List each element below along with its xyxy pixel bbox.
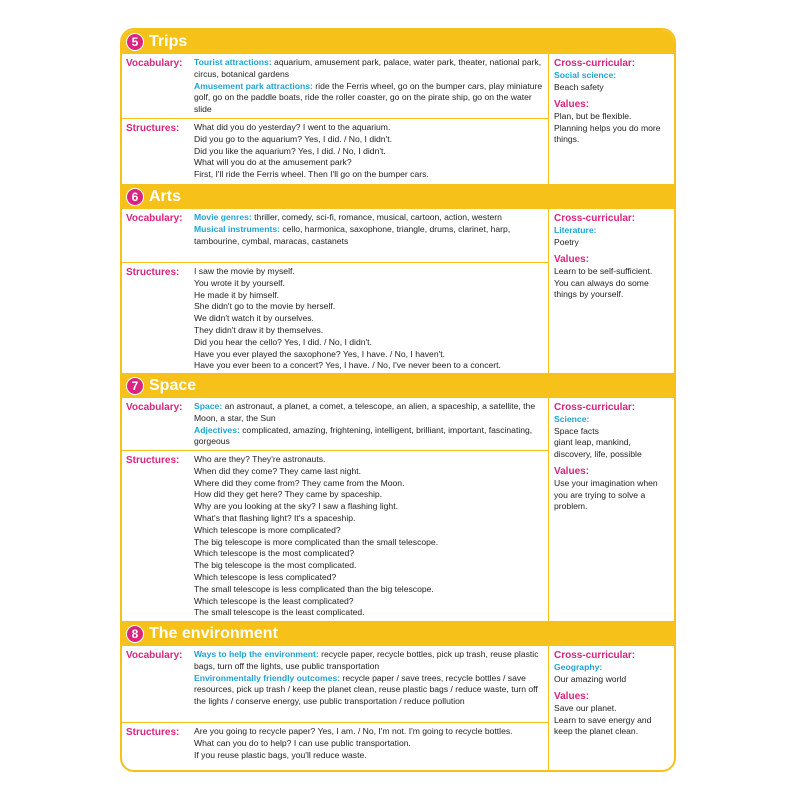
vocab-category: Environmentally friendly outcomes: <box>194 672 341 683</box>
structure-line: They didn't draw it by themselves. <box>194 324 324 335</box>
left-column <box>122 398 548 621</box>
cross-curricular-heading: Cross-curricular: <box>554 402 636 413</box>
right-column <box>548 209 674 373</box>
vocab-items: recycle paper / save trees, recycle bottles / save resources, pick up trash / keep the planet clean, reuse plastic bags / reduce waste, turn off the lights / conserve energy, use public transportation / reduce pollution <box>194 672 538 707</box>
vocab-category: Amusement park attractions: <box>194 80 313 91</box>
cross-curricular-topic: Space facts <box>554 425 599 436</box>
cross-curricular-topic: Our amazing world <box>554 673 627 684</box>
vocab-category: Movie genres: <box>194 212 252 222</box>
structures-label: Structures: <box>126 455 180 466</box>
unit-number-badge: 6 <box>126 188 144 206</box>
structure-line: The small telescope is the least complicated. <box>194 607 365 618</box>
vocabulary-content <box>194 54 548 118</box>
section-title: The environment <box>149 625 278 642</box>
structure-line: Are you going to recycle paper? Yes, I am. / No, I'm not. I'm going to recycle bottles. <box>194 726 513 736</box>
values-line: Use your imagination when you are trying to solve a problem. <box>554 478 658 511</box>
cross-curricular-topic: Poetry <box>554 236 579 247</box>
vocabulary-label: Vocabulary: <box>126 58 183 69</box>
vocabulary-content <box>194 209 548 262</box>
vocabulary-content <box>194 646 548 722</box>
values-heading: Values: <box>554 466 590 477</box>
structures-content <box>194 263 548 375</box>
section-body <box>122 646 674 772</box>
cross-curricular-heading: Cross-curricular: <box>554 650 636 661</box>
structure-line: Which telescope is less complicated? <box>194 571 337 582</box>
syllabus-card <box>120 28 676 772</box>
vocab-items: thriller, comedy, sci-fi, romance, musical, cartoon, action, western <box>251 212 502 222</box>
structure-line: What can you do to help? I can use public transportation. <box>194 737 411 748</box>
vocab-items: recycle paper, recycle bottles, pick up trash, reuse plastic bags, turn off the lights, use public transportation <box>194 649 539 671</box>
vocab-category: Tourist attractions: <box>194 57 272 67</box>
cross-curricular-subject: Geography: <box>554 662 603 672</box>
structures-content <box>194 451 548 622</box>
values-line: Planning helps you do more things. <box>554 122 661 144</box>
structure-line: Where did they come from? They came from the Moon. <box>194 477 405 488</box>
section-arts <box>122 185 674 374</box>
structure-line: He made it by himself. <box>194 289 280 300</box>
structure-line: How did they get here? They came by spaceship. <box>194 489 383 500</box>
structure-line: Have you ever played the saxophone? Yes, I have. / No, I haven't. <box>194 348 446 359</box>
structure-line: You wrote it by yourself. <box>194 277 285 288</box>
vocab-items: ride the Ferris wheel, go on the bumper cars, play miniature golf, go on the paddle boats, ride the roller coaster, go on the pirate ship, go on the water slide <box>194 80 543 115</box>
left-column <box>122 209 548 373</box>
cross-curricular-subject: Social science: <box>554 70 617 80</box>
left-column <box>122 646 548 772</box>
section-header <box>122 185 674 209</box>
section-title: Trips <box>149 33 188 50</box>
section-title: Arts <box>149 188 182 205</box>
right-column <box>548 398 674 621</box>
unit-number-badge: 5 <box>126 33 144 51</box>
structures-label: Structures: <box>126 727 180 738</box>
section-environment <box>122 622 674 772</box>
vocab-items: cello, harmonica, saxophone, triangle, drums, clarinet, harp, tambourine, cymbal, maracas, castanets <box>194 223 511 246</box>
structure-line: Which telescope is the least complicated? <box>194 595 354 606</box>
structure-line: We didn't watch it by ourselves. <box>194 313 314 324</box>
vocabulary-row <box>122 54 548 118</box>
vocabulary-row <box>122 209 548 262</box>
cross-curricular-heading: Cross-curricular: <box>554 58 636 69</box>
section-header <box>122 622 674 646</box>
structure-line: Have you ever been to a concert? Yes, I have. / No, I've never been to a concert. <box>194 360 501 371</box>
cross-curricular-subject: Literature: <box>554 225 597 235</box>
structure-line: Why are you looking at the sky? I saw a flashing light. <box>194 501 398 512</box>
structures-content <box>194 723 548 764</box>
values-heading: Values: <box>554 691 590 702</box>
structure-line: I saw the movie by myself. <box>194 266 295 276</box>
structure-line: When did they come? They came last night. <box>194 465 362 476</box>
vocab-category: Musical instruments: <box>194 223 280 234</box>
cross-curricular-heading: Cross-curricular: <box>554 213 636 224</box>
cross-curricular-topic: Beach safety <box>554 81 604 92</box>
vocab-items: aquarium, amusement park, palace, water park, theater, national park, circus, botanical gardens <box>194 57 542 79</box>
structure-line: If you reuse plastic bags, you'll reduce waste. <box>194 749 367 760</box>
vocabulary-label: Vocabulary: <box>126 402 183 413</box>
vocabulary-label: Vocabulary: <box>126 213 183 224</box>
right-column <box>548 54 674 184</box>
structure-line: The small telescope is less complicated than the big telescope. <box>194 583 434 594</box>
structure-line: Did you go to the aquarium? Yes, I did. / No, I didn't. <box>194 133 392 144</box>
vocabulary-row <box>122 398 548 450</box>
structure-line: What did you do yesterday? I went to the aquarium. <box>194 122 391 132</box>
vocab-category: Ways to help the environment: <box>194 649 319 659</box>
section-header <box>122 30 674 54</box>
structure-line: What's that flashing light? It's a spaceship. <box>194 512 356 523</box>
values-heading: Values: <box>554 254 590 265</box>
cross-curricular-topic: giant leap, mankind, discovery, life, possible <box>554 437 642 459</box>
structures-label: Structures: <box>126 123 180 134</box>
structure-line: The big telescope is more complicated than the small telescope. <box>194 536 439 547</box>
structures-label: Structures: <box>126 267 180 278</box>
values-line: Plan, but be flexible. <box>554 111 632 121</box>
structure-line: Did you hear the cello? Yes, I did. / No, I didn't. <box>194 336 372 347</box>
structure-line: The big telescope is the most complicated. <box>194 560 357 571</box>
unit-number-badge: 7 <box>126 377 144 395</box>
vocab-category: Space: <box>194 401 223 411</box>
structures-row <box>122 118 548 184</box>
cross-curricular-subject: Science: <box>554 414 590 424</box>
section-header <box>122 374 674 398</box>
structures-row <box>122 722 548 764</box>
structures-row <box>122 262 548 375</box>
structure-line: She didn't go to the movie by herself. <box>194 301 336 312</box>
values-line: Learn to save energy and keep the planet clean. <box>554 714 652 736</box>
vocab-items: complicated, amazing, frightening, intelligent, brilliant, important, fascinating, gorgeous <box>194 424 533 447</box>
vocab-items: an astronaut, a planet, a comet, a telescope, an alien, a spaceship, a satellite, the Moon, a star, the Sun <box>194 401 536 423</box>
section-space <box>122 374 674 622</box>
vocab-category: Adjectives: <box>194 424 240 435</box>
section-body <box>122 209 674 374</box>
left-column <box>122 54 548 184</box>
unit-number-badge: 8 <box>126 625 144 643</box>
structure-line: What will you do at the amusement park? <box>194 157 352 168</box>
section-body <box>122 54 674 185</box>
structure-line: Which telescope is more complicated? <box>194 524 341 535</box>
section-trips <box>122 30 674 185</box>
values-line: You can always do some things by yourself. <box>554 277 649 299</box>
structure-line: First, I'll ride the Ferris wheel. Then I'll go on the bumper cars. <box>194 169 429 180</box>
section-title: Space <box>149 377 197 394</box>
vocabulary-content <box>194 398 548 450</box>
section-body <box>122 398 674 622</box>
vocabulary-row <box>122 646 548 722</box>
values-line: Save our planet. <box>554 703 617 713</box>
structure-line: Did you like the aquarium? Yes, I did. / No, I didn't. <box>194 145 386 156</box>
structures-row <box>122 450 548 622</box>
values-line: Learn to be self-sufficient. <box>554 266 653 276</box>
values-heading: Values: <box>554 99 590 110</box>
structure-line: Who are they? They're astronauts. <box>194 454 326 464</box>
vocabulary-label: Vocabulary: <box>126 650 183 661</box>
right-column <box>548 646 674 772</box>
structures-content <box>194 119 548 184</box>
structure-line: Which telescope is the most complicated? <box>194 548 355 559</box>
